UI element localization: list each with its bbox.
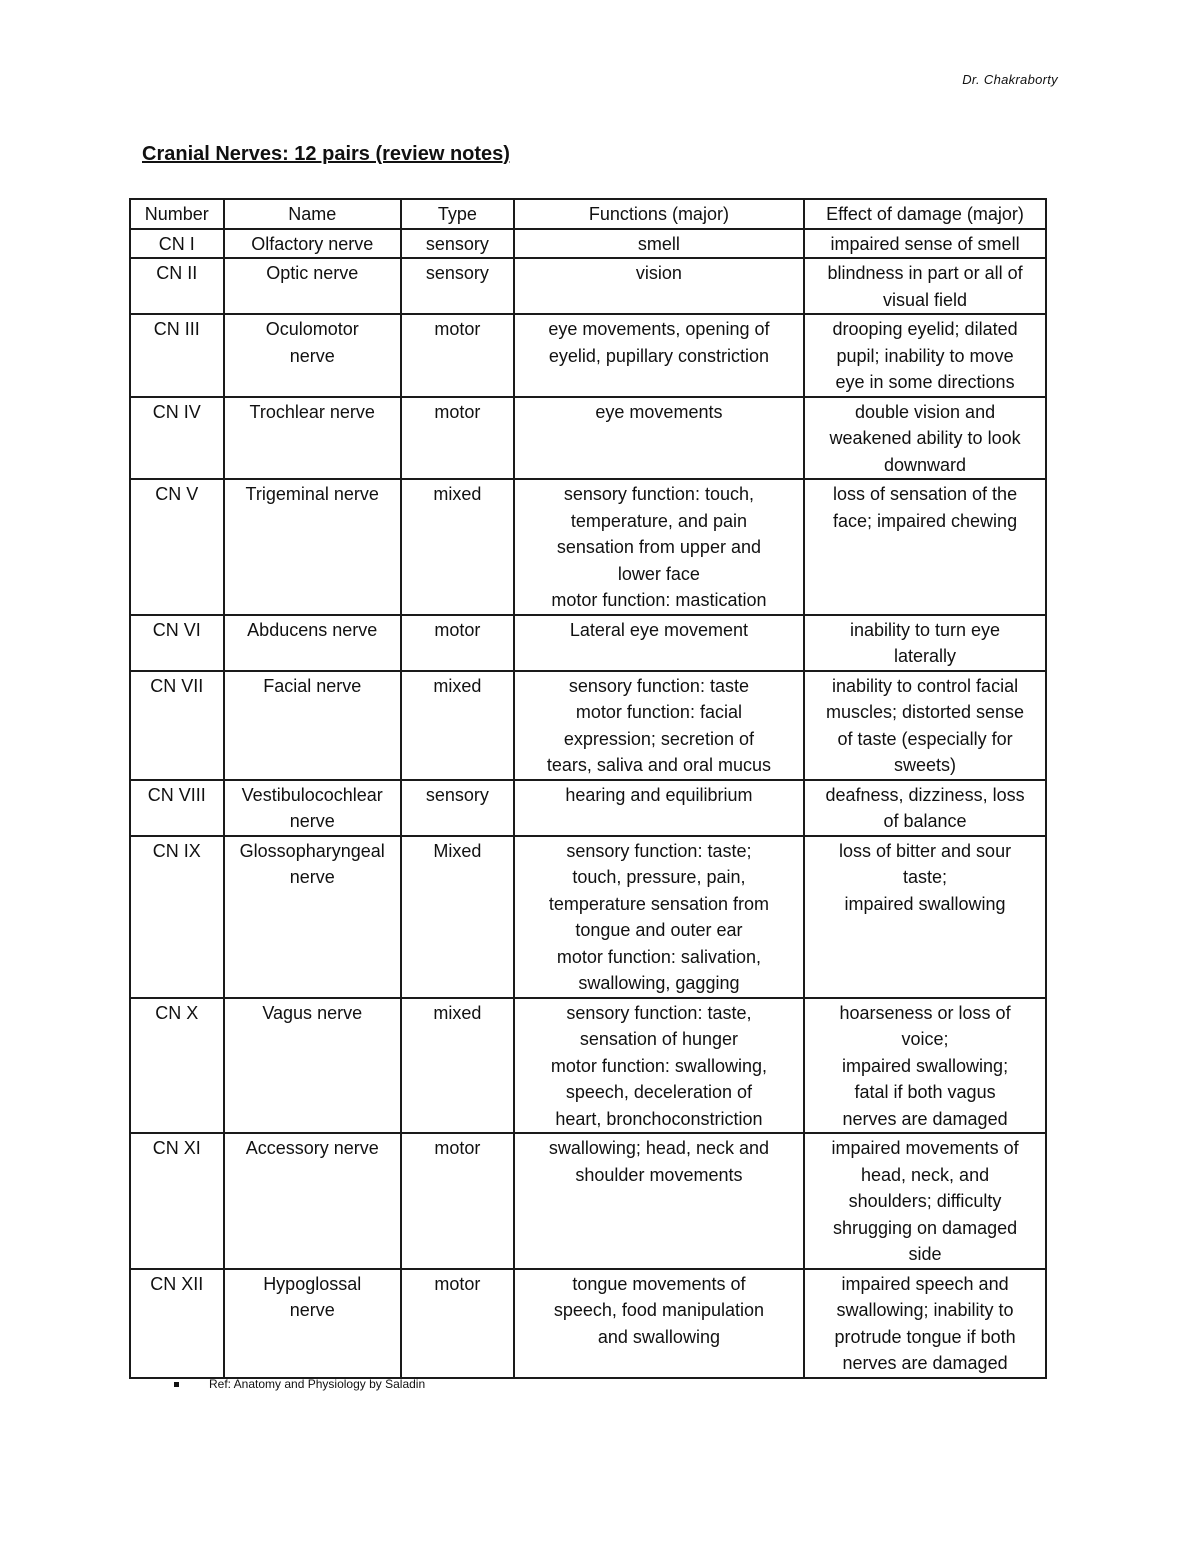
header-name: Name bbox=[224, 199, 401, 229]
cell-effect: hoarseness or loss of voice; impaired swallowing; fatal if both vagus nerves are damaged bbox=[804, 998, 1046, 1134]
bullet-icon bbox=[174, 1382, 179, 1387]
header-functions: Functions (major) bbox=[514, 199, 804, 229]
cell-type: sensory bbox=[401, 229, 514, 259]
reference-note bbox=[174, 1377, 425, 1391]
cell-number: CN VIII bbox=[130, 780, 224, 836]
cell-number: CN VII bbox=[130, 671, 224, 780]
table-row bbox=[130, 229, 1046, 259]
cell-functions: vision bbox=[514, 258, 804, 314]
cell-effect: blindness in part or all of visual field bbox=[804, 258, 1046, 314]
cell-name: Trochlear nerve bbox=[224, 397, 401, 480]
cell-name: Optic nerve bbox=[224, 258, 401, 314]
cell-number: CN III bbox=[130, 314, 224, 397]
cell-name: Hypoglossal nerve bbox=[224, 1269, 401, 1378]
cell-number: CN XII bbox=[130, 1269, 224, 1378]
table-row bbox=[130, 1133, 1046, 1269]
cell-effect: drooping eyelid; dilated pupil; inability to move eye in some directions bbox=[804, 314, 1046, 397]
cell-name: Facial nerve bbox=[224, 671, 401, 780]
cell-number: CN IV bbox=[130, 397, 224, 480]
cell-type: motor bbox=[401, 1269, 514, 1378]
cell-effect: loss of bitter and sour taste; impaired swallowing bbox=[804, 836, 1046, 998]
header-number: Number bbox=[130, 199, 224, 229]
header-type: Type bbox=[401, 199, 514, 229]
cell-functions: sensory function: taste motor function: facial expression; secretion of tears, saliva and oral mucus bbox=[514, 671, 804, 780]
cell-name: Trigeminal nerve bbox=[224, 479, 401, 615]
cell-functions: smell bbox=[514, 229, 804, 259]
cell-effect: double vision and weakened ability to look downward bbox=[804, 397, 1046, 480]
cell-number: CN II bbox=[130, 258, 224, 314]
cell-effect: impaired speech and swallowing; inability to protrude tongue if both nerves are damaged bbox=[804, 1269, 1046, 1378]
cell-functions: hearing and equilibrium bbox=[514, 780, 804, 836]
reference-text: Ref: Anatomy and Physiology by Saladin bbox=[209, 1377, 426, 1391]
cell-effect: deafness, dizziness, loss of balance bbox=[804, 780, 1046, 836]
table-row bbox=[130, 836, 1046, 998]
table-row bbox=[130, 314, 1046, 397]
cell-number: CN IX bbox=[130, 836, 224, 998]
cell-functions: sensory function: taste, sensation of hunger motor function: swallowing, speech, deceleration of heart, bronchoconstriction bbox=[514, 998, 804, 1134]
cell-type: motor bbox=[401, 397, 514, 480]
cell-effect: impaired sense of smell bbox=[804, 229, 1046, 259]
table-header-row bbox=[130, 199, 1046, 229]
cell-functions: tongue movements of speech, food manipulation and swallowing bbox=[514, 1269, 804, 1378]
table-row bbox=[130, 780, 1046, 836]
table-row bbox=[130, 671, 1046, 780]
table-row bbox=[130, 998, 1046, 1134]
cell-number: CN X bbox=[130, 998, 224, 1134]
cell-functions: sensory function: taste; touch, pressure, pain, temperature sensation from tongue and outer ear motor function: salivation, swallowing, gagging bbox=[514, 836, 804, 998]
cranial-nerves-table bbox=[129, 198, 1047, 1379]
table-row bbox=[130, 615, 1046, 671]
cell-type: mixed bbox=[401, 671, 514, 780]
cell-effect: inability to turn eye laterally bbox=[804, 615, 1046, 671]
author-name: Dr. Chakraborty bbox=[962, 72, 1058, 87]
cell-type: mixed bbox=[401, 998, 514, 1134]
cell-effect: loss of sensation of the face; impaired chewing bbox=[804, 479, 1046, 615]
cell-functions: sensory function: touch, temperature, and pain sensation from upper and lower face motor function: mastication bbox=[514, 479, 804, 615]
table-row bbox=[130, 397, 1046, 480]
cell-name: Vagus nerve bbox=[224, 998, 401, 1134]
cell-name: Glossopharyngeal nerve bbox=[224, 836, 401, 998]
cell-type: Mixed bbox=[401, 836, 514, 998]
cell-name: Abducens nerve bbox=[224, 615, 401, 671]
cell-number: CN I bbox=[130, 229, 224, 259]
cell-number: CN VI bbox=[130, 615, 224, 671]
cell-effect: inability to control facial muscles; distorted sense of taste (especially for sweets) bbox=[804, 671, 1046, 780]
cell-type: sensory bbox=[401, 780, 514, 836]
cell-type: motor bbox=[401, 1133, 514, 1269]
cell-name: Olfactory nerve bbox=[224, 229, 401, 259]
cell-number: CN XI bbox=[130, 1133, 224, 1269]
header-effect: Effect of damage (major) bbox=[804, 199, 1046, 229]
table-row bbox=[130, 479, 1046, 615]
cell-type: mixed bbox=[401, 479, 514, 615]
cell-functions: Lateral eye movement bbox=[514, 615, 804, 671]
cell-functions: eye movements, opening of eyelid, pupillary constriction bbox=[514, 314, 804, 397]
cell-type: motor bbox=[401, 615, 514, 671]
cell-functions: eye movements bbox=[514, 397, 804, 480]
cell-name: Oculomotor nerve bbox=[224, 314, 401, 397]
cell-number: CN V bbox=[130, 479, 224, 615]
table-row bbox=[130, 258, 1046, 314]
cell-name: Vestibulocochlear nerve bbox=[224, 780, 401, 836]
document-title: Cranial Nerves: 12 pairs (review notes) bbox=[142, 143, 510, 165]
cell-type: motor bbox=[401, 314, 514, 397]
cell-name: Accessory nerve bbox=[224, 1133, 401, 1269]
table-row bbox=[130, 1269, 1046, 1378]
cell-functions: swallowing; head, neck and shoulder movements bbox=[514, 1133, 804, 1269]
cell-effect: impaired movements of head, neck, and shoulders; difficulty shrugging on damaged side bbox=[804, 1133, 1046, 1269]
cell-type: sensory bbox=[401, 258, 514, 314]
